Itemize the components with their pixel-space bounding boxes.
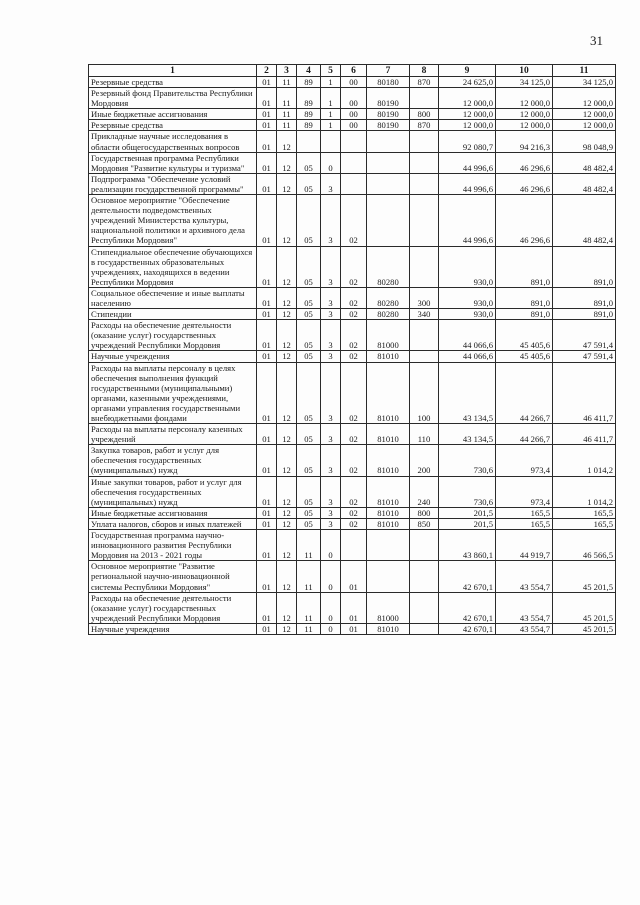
amount-col-10: 44 266,7 — [496, 362, 553, 424]
code-subprogram: 0 — [321, 530, 341, 561]
code-subsection: 12 — [277, 362, 297, 424]
table-header-row — [89, 65, 616, 77]
code-program: 05 — [297, 152, 321, 173]
code-program: 05 — [297, 518, 321, 529]
table-row — [89, 476, 616, 507]
code-direction: 80280 — [367, 246, 410, 287]
code-activity — [341, 173, 367, 194]
code-direction: 81010 — [367, 518, 410, 529]
code-subsection: 12 — [277, 351, 297, 362]
amount-col-11: 891,0 — [553, 309, 616, 320]
amount-col-10: 43 554,7 — [496, 561, 553, 592]
amount-col-9: 930,0 — [439, 246, 496, 287]
amount-col-11: 48 482,4 — [553, 173, 616, 194]
amount-col-10: 973,4 — [496, 476, 553, 507]
code-activity: 02 — [341, 362, 367, 424]
code-activity: 02 — [341, 246, 367, 287]
table-row — [89, 362, 616, 424]
table-row — [89, 592, 616, 623]
code-program: 05 — [297, 173, 321, 194]
code-subprogram: 1 — [321, 120, 341, 131]
amount-col-9: 43 860,1 — [439, 530, 496, 561]
code-activity: 00 — [341, 77, 367, 88]
code-subsection: 12 — [277, 623, 297, 634]
code-direction — [367, 173, 410, 194]
code-section: 01 — [257, 507, 277, 518]
table-row — [89, 424, 616, 445]
code-expense-type: 240 — [410, 476, 439, 507]
amount-col-9: 730,6 — [439, 445, 496, 476]
code-section: 01 — [257, 623, 277, 634]
code-section: 01 — [257, 592, 277, 623]
amount-col-9: 92 080,7 — [439, 131, 496, 152]
code-subsection: 12 — [277, 561, 297, 592]
amount-col-11: 46 411,7 — [553, 362, 616, 424]
table-row — [89, 351, 616, 362]
code-subprogram: 3 — [321, 507, 341, 518]
amount-col-11: 165,5 — [553, 518, 616, 529]
code-section: 01 — [257, 424, 277, 445]
amount-col-10: 891,0 — [496, 246, 553, 287]
code-activity — [341, 530, 367, 561]
code-expense-type: 110 — [410, 424, 439, 445]
code-subprogram: 3 — [321, 351, 341, 362]
code-section: 01 — [257, 173, 277, 194]
code-expense-type — [410, 561, 439, 592]
column-header: 7 — [367, 65, 410, 77]
amount-col-9: 43 134,5 — [439, 362, 496, 424]
table-row — [89, 88, 616, 109]
code-subsection: 12 — [277, 530, 297, 561]
table-row — [89, 309, 616, 320]
column-header: 10 — [496, 65, 553, 77]
code-expense-type: 800 — [410, 507, 439, 518]
code-activity: 00 — [341, 109, 367, 120]
code-expense-type — [410, 131, 439, 152]
amount-col-10: 43 554,7 — [496, 592, 553, 623]
table-row — [89, 246, 616, 287]
code-section: 01 — [257, 530, 277, 561]
row-name: Резервные средства — [89, 120, 257, 131]
table-row — [89, 445, 616, 476]
code-expense-type: 870 — [410, 120, 439, 131]
page-number: 31 — [590, 33, 603, 48]
amount-col-10: 46 296,6 — [496, 152, 553, 173]
amount-col-11: 891,0 — [553, 287, 616, 308]
code-subsection: 12 — [277, 507, 297, 518]
amount-col-9: 44 996,6 — [439, 152, 496, 173]
amount-col-10: 973,4 — [496, 445, 553, 476]
code-activity: 02 — [341, 309, 367, 320]
row-name: Государственная программа научно-инновационного развития Республики Мордовия на 2013 - 2021 годы — [89, 530, 257, 561]
code-section: 01 — [257, 131, 277, 152]
amount-col-11: 12 000,0 — [553, 120, 616, 131]
code-subprogram: 1 — [321, 77, 341, 88]
amount-col-10: 891,0 — [496, 287, 553, 308]
code-subsection: 11 — [277, 120, 297, 131]
code-section: 01 — [257, 246, 277, 287]
code-subsection: 11 — [277, 109, 297, 120]
table-row — [89, 561, 616, 592]
column-header: 5 — [321, 65, 341, 77]
amount-col-11: 165,5 — [553, 507, 616, 518]
code-program: 05 — [297, 476, 321, 507]
code-subprogram: 3 — [321, 476, 341, 507]
code-program: 89 — [297, 120, 321, 131]
code-activity: 02 — [341, 476, 367, 507]
code-expense-type: 870 — [410, 77, 439, 88]
code-program: 05 — [297, 507, 321, 518]
row-name: Уплата налогов, сборов и иных платежей — [89, 518, 257, 529]
code-section: 01 — [257, 320, 277, 351]
code-expense-type — [410, 530, 439, 561]
code-subprogram: 3 — [321, 320, 341, 351]
row-name: Расходы на обеспечение деятельности (оказание услуг) государственных учреждений Республики Мордовия — [89, 592, 257, 623]
code-program: 11 — [297, 623, 321, 634]
amount-col-11: 46 566,5 — [553, 530, 616, 561]
row-name: Расходы на выплаты персоналу в целях обеспечения выполнения функций государственными (муниципальными) органами, казенными учреждениями, органами управления государственными внебюджетными фондами — [89, 362, 257, 424]
code-direction: 81000 — [367, 320, 410, 351]
amount-col-11: 48 482,4 — [553, 195, 616, 246]
code-expense-type — [410, 195, 439, 246]
amount-col-9: 42 670,1 — [439, 623, 496, 634]
code-subsection: 12 — [277, 173, 297, 194]
code-subprogram: 0 — [321, 623, 341, 634]
code-direction: 80190 — [367, 120, 410, 131]
code-direction: 81010 — [367, 445, 410, 476]
table-row — [89, 109, 616, 120]
code-activity: 01 — [341, 592, 367, 623]
code-program: 05 — [297, 246, 321, 287]
code-activity: 01 — [341, 561, 367, 592]
amount-col-10: 46 296,6 — [496, 195, 553, 246]
budget-table — [88, 64, 616, 635]
code-subprogram: 3 — [321, 173, 341, 194]
amount-col-9: 44 066,6 — [439, 351, 496, 362]
code-program: 89 — [297, 77, 321, 88]
code-activity: 02 — [341, 287, 367, 308]
code-subprogram: 3 — [321, 287, 341, 308]
code-program: 11 — [297, 561, 321, 592]
table-row — [89, 173, 616, 194]
code-program: 89 — [297, 109, 321, 120]
code-program — [297, 131, 321, 152]
amount-col-10: 12 000,0 — [496, 109, 553, 120]
code-direction: 80180 — [367, 77, 410, 88]
code-expense-type — [410, 88, 439, 109]
amount-col-10: 45 405,6 — [496, 320, 553, 351]
code-section: 01 — [257, 362, 277, 424]
table-row — [89, 507, 616, 518]
row-name: Иные бюджетные ассигнования — [89, 109, 257, 120]
amount-col-11: 46 411,7 — [553, 424, 616, 445]
column-header: 6 — [341, 65, 367, 77]
code-direction: 81010 — [367, 424, 410, 445]
column-header: 1 — [89, 65, 257, 77]
code-subprogram: 1 — [321, 109, 341, 120]
code-direction — [367, 530, 410, 561]
code-subprogram: 0 — [321, 592, 341, 623]
table-row — [89, 152, 616, 173]
code-subsection: 11 — [277, 77, 297, 88]
code-section: 01 — [257, 309, 277, 320]
amount-col-10: 891,0 — [496, 309, 553, 320]
amount-col-9: 201,5 — [439, 507, 496, 518]
code-expense-type — [410, 592, 439, 623]
code-subprogram: 3 — [321, 195, 341, 246]
code-program: 89 — [297, 88, 321, 109]
table-row — [89, 287, 616, 308]
code-activity: 01 — [341, 623, 367, 634]
amount-col-9: 24 625,0 — [439, 77, 496, 88]
row-name: Иные бюджетные ассигнования — [89, 507, 257, 518]
code-subsection: 12 — [277, 424, 297, 445]
row-name: Подпрограмма "Обеспечение условий реализации государственной программы" — [89, 173, 257, 194]
column-header: 4 — [297, 65, 321, 77]
code-expense-type — [410, 320, 439, 351]
amount-col-9: 44 066,6 — [439, 320, 496, 351]
code-section: 01 — [257, 476, 277, 507]
amount-col-9: 730,6 — [439, 476, 496, 507]
amount-col-9: 42 670,1 — [439, 592, 496, 623]
amount-col-11: 1 014,2 — [553, 445, 616, 476]
row-name: Иные закупки товаров, работ и услуг для обеспечения государственных (муниципальных) нужд — [89, 476, 257, 507]
table-row — [89, 320, 616, 351]
code-section: 01 — [257, 152, 277, 173]
table-row — [89, 120, 616, 131]
amount-col-11: 12 000,0 — [553, 109, 616, 120]
code-activity: 02 — [341, 518, 367, 529]
code-direction — [367, 561, 410, 592]
code-activity: 00 — [341, 120, 367, 131]
table-row — [89, 623, 616, 634]
code-program: 05 — [297, 320, 321, 351]
code-program: 05 — [297, 351, 321, 362]
row-name: Прикладные научные исследования в области общегосударственных вопросов — [89, 131, 257, 152]
code-expense-type: 800 — [410, 109, 439, 120]
code-program: 05 — [297, 195, 321, 246]
code-program: 05 — [297, 309, 321, 320]
code-section: 01 — [257, 445, 277, 476]
code-direction: 81000 — [367, 592, 410, 623]
amount-col-11: 47 591,4 — [553, 320, 616, 351]
code-section: 01 — [257, 120, 277, 131]
code-activity: 02 — [341, 351, 367, 362]
code-expense-type — [410, 351, 439, 362]
code-subprogram: 3 — [321, 424, 341, 445]
amount-col-10: 165,5 — [496, 518, 553, 529]
code-subprogram: 0 — [321, 561, 341, 592]
code-subprogram: 0 — [321, 152, 341, 173]
amount-col-10: 94 216,3 — [496, 131, 553, 152]
row-name: Основное мероприятие "Обеспечение деятельности подведомственных учреждений Министерства культуры, национальной политики и архивного дела Республики Мордовия" — [89, 195, 257, 246]
amount-col-11: 1 014,2 — [553, 476, 616, 507]
code-section: 01 — [257, 109, 277, 120]
row-name: Научные учреждения — [89, 351, 257, 362]
amount-col-9: 44 996,6 — [439, 173, 496, 194]
code-program: 05 — [297, 445, 321, 476]
code-section: 01 — [257, 518, 277, 529]
code-direction: 80190 — [367, 88, 410, 109]
code-section: 01 — [257, 195, 277, 246]
code-direction: 81010 — [367, 623, 410, 634]
amount-col-10: 12 000,0 — [496, 88, 553, 109]
code-subprogram — [321, 131, 341, 152]
column-header: 9 — [439, 65, 496, 77]
amount-col-9: 44 996,6 — [439, 195, 496, 246]
code-subprogram: 3 — [321, 445, 341, 476]
row-name: Резервный фонд Правительства Республики Мордовия — [89, 88, 257, 109]
row-name: Резервные средства — [89, 77, 257, 88]
code-expense-type: 850 — [410, 518, 439, 529]
code-expense-type — [410, 623, 439, 634]
code-direction: 80190 — [367, 109, 410, 120]
code-subsection: 12 — [277, 246, 297, 287]
code-section: 01 — [257, 287, 277, 308]
code-activity: 02 — [341, 320, 367, 351]
code-subprogram: 1 — [321, 88, 341, 109]
code-direction: 80280 — [367, 309, 410, 320]
amount-col-9: 12 000,0 — [439, 88, 496, 109]
table-row — [89, 131, 616, 152]
row-name: Государственная программа Республики Мордовия "Развитие культуры и туризма" — [89, 152, 257, 173]
row-name: Расходы на обеспечение деятельности (оказание услуг) государственных учреждений Республики Мордовия — [89, 320, 257, 351]
table-row — [89, 195, 616, 246]
amount-col-10: 43 554,7 — [496, 623, 553, 634]
column-header: 11 — [553, 65, 616, 77]
amount-col-10: 44 919,7 — [496, 530, 553, 561]
row-name: Закупка товаров, работ и услуг для обеспечения государственных (муниципальных) нужд — [89, 445, 257, 476]
code-direction — [367, 195, 410, 246]
amount-col-11: 48 482,4 — [553, 152, 616, 173]
code-subsection: 12 — [277, 287, 297, 308]
amount-col-9: 12 000,0 — [439, 109, 496, 120]
row-name: Расходы на выплаты персоналу казенных учреждений — [89, 424, 257, 445]
table-body — [89, 77, 616, 635]
code-activity: 02 — [341, 445, 367, 476]
code-direction: 81010 — [367, 507, 410, 518]
amount-col-11: 47 591,4 — [553, 351, 616, 362]
amount-col-11: 45 201,5 — [553, 623, 616, 634]
table-row — [89, 518, 616, 529]
code-subsection: 11 — [277, 88, 297, 109]
code-subsection: 12 — [277, 131, 297, 152]
code-activity: 02 — [341, 424, 367, 445]
code-section: 01 — [257, 88, 277, 109]
code-subsection: 12 — [277, 445, 297, 476]
column-header: 2 — [257, 65, 277, 77]
code-subsection: 12 — [277, 518, 297, 529]
code-program: 05 — [297, 362, 321, 424]
row-name: Стипендиальное обеспечение обучающихся в государственных образовательных учреждениях, находящихся в ведении Республики Мордовия — [89, 246, 257, 287]
code-subsection: 12 — [277, 592, 297, 623]
code-activity — [341, 152, 367, 173]
row-name: Стипендии — [89, 309, 257, 320]
amount-col-10: 34 125,0 — [496, 77, 553, 88]
code-subprogram: 3 — [321, 246, 341, 287]
code-program: 11 — [297, 530, 321, 561]
table-row — [89, 530, 616, 561]
code-section: 01 — [257, 77, 277, 88]
code-expense-type — [410, 246, 439, 287]
amount-col-9: 201,5 — [439, 518, 496, 529]
row-name: Социальное обеспечение и иные выплаты населению — [89, 287, 257, 308]
amount-col-10: 165,5 — [496, 507, 553, 518]
code-subprogram: 3 — [321, 309, 341, 320]
amount-col-11: 891,0 — [553, 246, 616, 287]
code-direction: 81010 — [367, 351, 410, 362]
code-section: 01 — [257, 351, 277, 362]
code-expense-type: 340 — [410, 309, 439, 320]
code-subsection: 12 — [277, 195, 297, 246]
amount-col-11: 98 048,9 — [553, 131, 616, 152]
amount-col-9: 12 000,0 — [439, 120, 496, 131]
code-program: 05 — [297, 287, 321, 308]
code-direction: 80280 — [367, 287, 410, 308]
amount-col-9: 42 670,1 — [439, 561, 496, 592]
code-subsection: 12 — [277, 309, 297, 320]
table-row — [89, 77, 616, 88]
row-name: Научные учреждения — [89, 623, 257, 634]
amount-col-9: 43 134,5 — [439, 424, 496, 445]
code-subprogram: 3 — [321, 518, 341, 529]
code-direction: 81010 — [367, 362, 410, 424]
code-direction — [367, 131, 410, 152]
column-header: 8 — [410, 65, 439, 77]
amount-col-10: 12 000,0 — [496, 120, 553, 131]
code-program: 11 — [297, 592, 321, 623]
code-subprogram: 3 — [321, 362, 341, 424]
code-expense-type — [410, 173, 439, 194]
amount-col-11: 12 000,0 — [553, 88, 616, 109]
code-activity: 02 — [341, 195, 367, 246]
amount-col-10: 44 266,7 — [496, 424, 553, 445]
code-subsection: 12 — [277, 152, 297, 173]
row-name: Основное мероприятие "Развитие региональной научно-инновационной системы Республики Мордовия" — [89, 561, 257, 592]
code-subsection: 12 — [277, 320, 297, 351]
amount-col-11: 34 125,0 — [553, 77, 616, 88]
code-activity: 02 — [341, 507, 367, 518]
amount-col-11: 45 201,5 — [553, 561, 616, 592]
code-expense-type — [410, 152, 439, 173]
code-expense-type: 200 — [410, 445, 439, 476]
code-expense-type: 100 — [410, 362, 439, 424]
code-subsection: 12 — [277, 476, 297, 507]
code-direction: 81010 — [367, 476, 410, 507]
amount-col-10: 45 405,6 — [496, 351, 553, 362]
amount-col-9: 930,0 — [439, 309, 496, 320]
code-activity — [341, 131, 367, 152]
code-direction — [367, 152, 410, 173]
amount-col-9: 930,0 — [439, 287, 496, 308]
amount-col-11: 45 201,5 — [553, 592, 616, 623]
code-expense-type: 300 — [410, 287, 439, 308]
code-section: 01 — [257, 561, 277, 592]
column-header: 3 — [277, 65, 297, 77]
amount-col-10: 46 296,6 — [496, 173, 553, 194]
code-activity: 00 — [341, 88, 367, 109]
code-program: 05 — [297, 424, 321, 445]
